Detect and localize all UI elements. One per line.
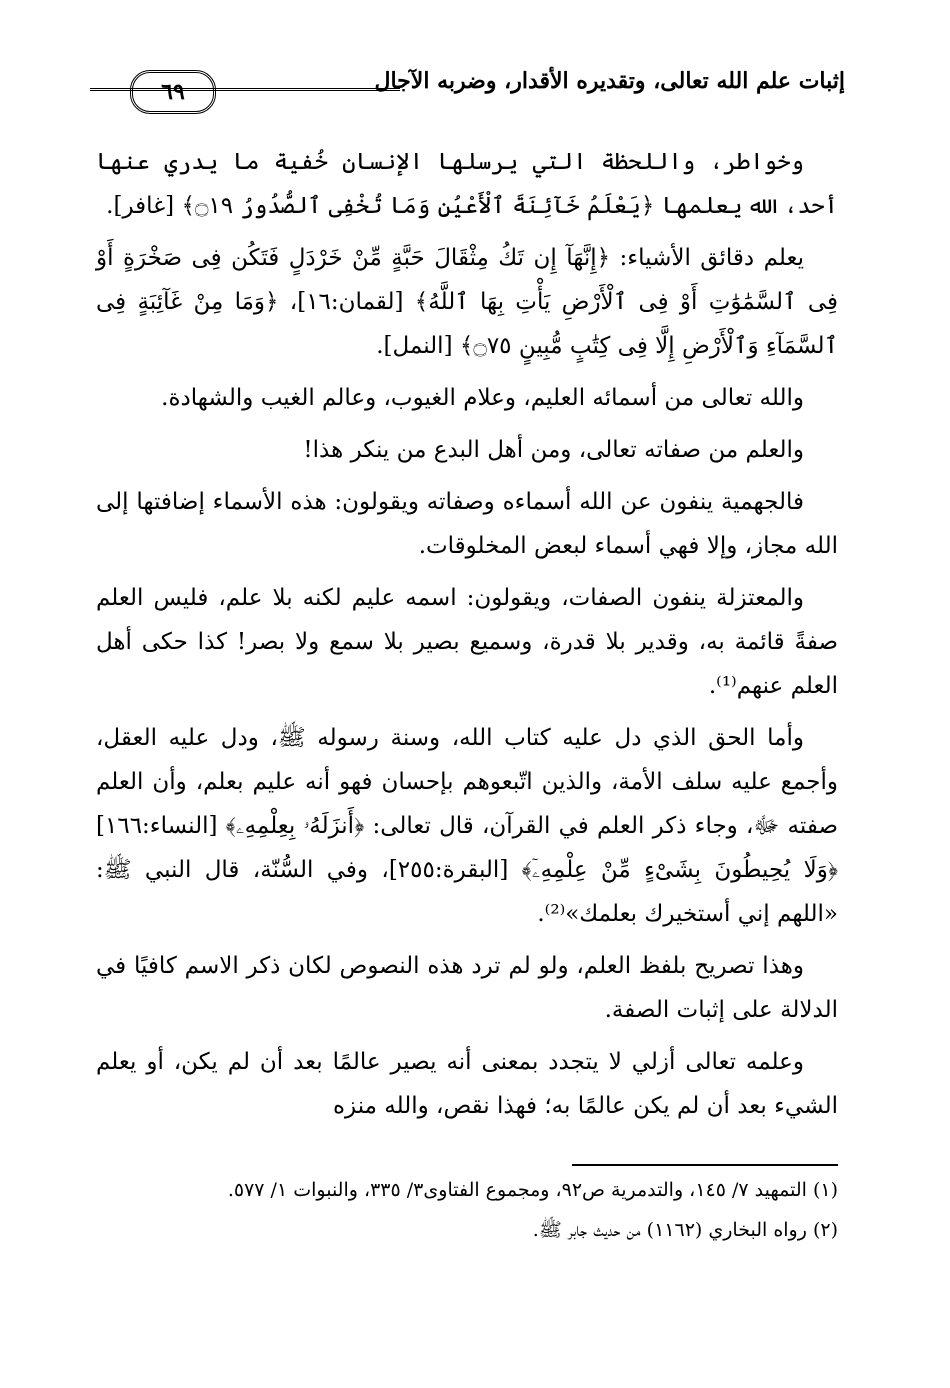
body-text bbox=[96, 140, 838, 1136]
footnotes bbox=[96, 1172, 838, 1252]
paragraph: والمعتزلة ينفون الصفات، ويقولون: اسمه عليم لكنه بلا علم، فليس العلم صفةً قائمة به، وقدير بلا قدرة، وسميع بصير بلا سمع ولا بصر! كذا حكى أهل العلم عنهم⁽¹⁾. bbox=[96, 585, 838, 699]
paragraph: يعلم دقائق الأشياء: ﴿إِنَّهَآ إِن تَكُ مِثْقَالَ حَبَّةٍ مِّنْ خَرْدَلٍ فَتَكُن فِى صَخْرَةٍ أَوْ فِى ٱلسَّمَٰوَٰتِ أَوْ فِى ٱلْأَرْضِ يَأْتِ بِهَا ٱللَّهُ﴾ [لقمان:١٦]، ﴿وَمَا مِنْ غَآئِبَةٍ فِى ٱلسَّمَآءِ وَٱلْأَرْضِ إِلَّا فِى كِتَٰبٍ مُّبِينٍ ۝٧٥﴾ [النمل]. bbox=[96, 245, 838, 359]
chapter-title: إثبات علم الله تعالى، وتقديره الأقدار، وضربه الآجال bbox=[374, 68, 845, 94]
paragraph: فالجهمية ينفون عن الله أسماءه وصفاته ويقولون: هذه الأسماء إضافتها إلى الله مجاز، وإلا فهي أسماء لبعض المخلوقات. bbox=[96, 489, 838, 559]
paragraph: وعلمه تعالى أزلي لا يتجدد بمعنى أنه يصير عالمًا بعد أن لم يكن، أو يعلم الشيء بعد أن لم يكن عالمًا به؛ فهذا نقص، والله منزه bbox=[96, 1049, 838, 1119]
paragraph: وهذا تصريح بلفظ العلم، ولو لم ترد هذه النصوص لكان ذكر الاسم كافيًا في الدلالة على إثبات الصفة. bbox=[96, 953, 838, 1023]
paragraph: والعلم من صفاته تعالى، ومن أهل البدع من ينكر هذا! bbox=[303, 437, 804, 463]
footnotes-divider bbox=[572, 1164, 838, 1166]
header-rule bbox=[220, 88, 400, 91]
running-header bbox=[90, 60, 845, 132]
page-number: ٦٩ bbox=[130, 70, 216, 114]
paragraph: وأما الحق الذي دل عليه كتاب الله، وسنة رسوله ﷺ، ودل عليه العقل، وأجمع عليه سلف الأمة، والذين اتّبعوهم بإحسان فهو أنه عليم بعلم، وأن العلم صفته ﷻ، وجاء ذكر العلم في القرآن، قال تعالى: ﴿أَنزَلَهُۥ بِعِلْمِهِۦ﴾ [النساء:١٦٦] ﴿وَلَا يُحِيطُونَ بِشَىْءٍ مِّنْ عِلْمِهِۦٓ﴾ [البقرة:٢٥٥]، وفي السُّنّة، قال النبي ﷺ: «اللهم إني أستخيرك بعلمك»⁽²⁾. bbox=[96, 725, 838, 927]
footnote: (١) التمهيد ٧/ ١٤٥، والتدمرية ص٩٢، ومجموع الفتاوى٣/ ٣٣٥، والنبوات ١/ ٥٧٧. bbox=[227, 1179, 838, 1201]
paragraph: والله تعالى من أسمائه العليم، وعلام الغيوب، وعالم الغيب والشهادة. bbox=[161, 385, 804, 411]
paragraph: وخواطر، واللحظة التي يرسلها الإنسان خُفية ما يدري عنها أحد، الله يعلمها ﴿يَعْلَمُ خَآئِنَةَ ٱلْأَعْيُنِ وَمَا تُخْفِى ٱلصُّدُورُ ۝١٩﴾ [غافر]. bbox=[96, 149, 838, 219]
footnote: (٢) رواه البخاري (١١٦٢) من حديث جابر ﷺ. bbox=[532, 1219, 838, 1241]
